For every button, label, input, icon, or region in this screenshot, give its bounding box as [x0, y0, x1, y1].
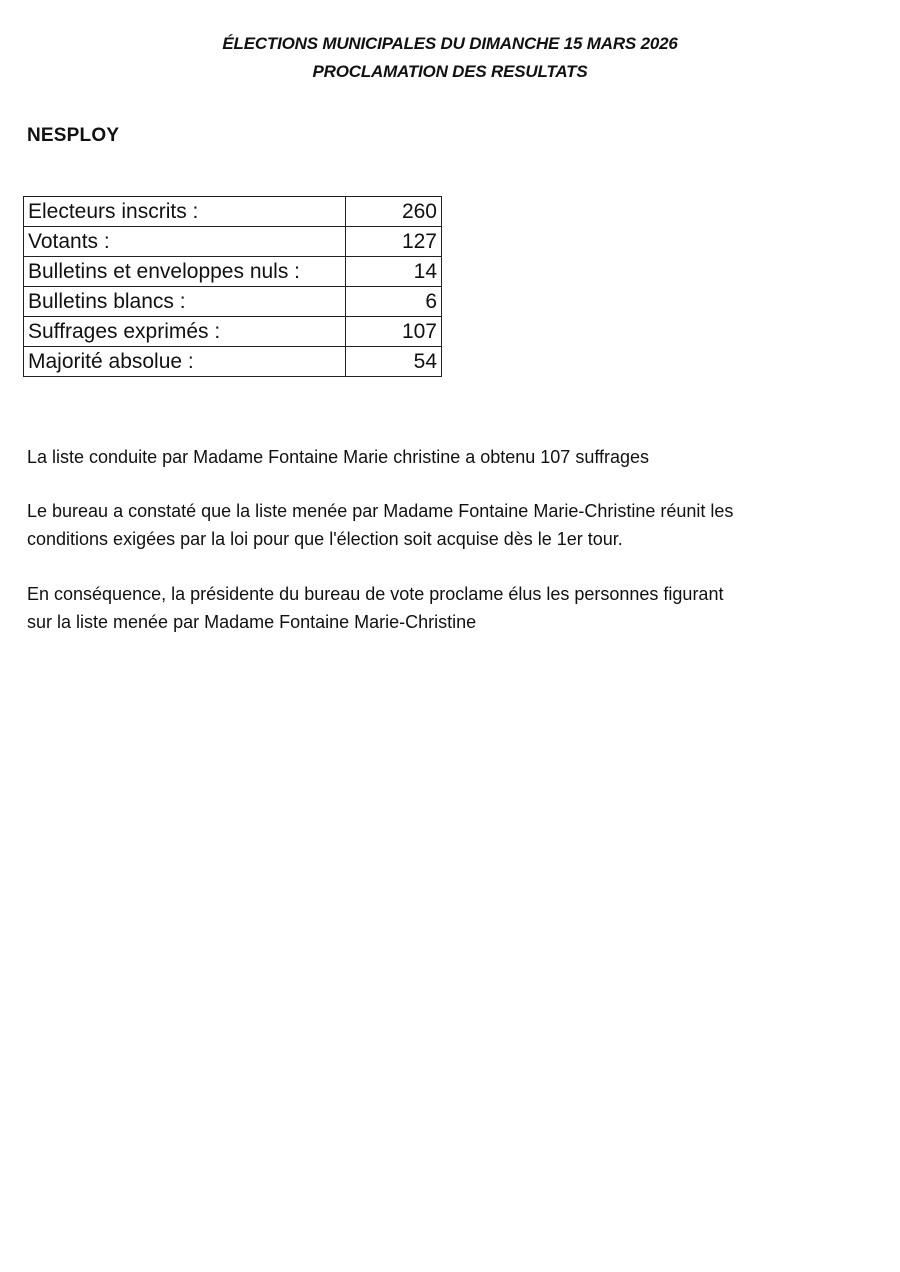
table-row [24, 287, 442, 317]
table-row [24, 317, 442, 347]
results-table [23, 196, 442, 377]
header-title: ÉLECTIONS MUNICIPALES DU DIMANCHE 15 MARS 2026 [222, 34, 678, 53]
row-label: Majorité absolue : [24, 347, 346, 377]
row-label: Electeurs inscrits : [24, 197, 346, 227]
bureau-text-line: conditions exigées par la loi pour que l'élection soit acquise dès le 1er tour. [27, 529, 623, 549]
row-value: 6 [346, 287, 442, 317]
row-label: Votants : [24, 227, 346, 257]
table-row [24, 257, 442, 287]
commune-name: NESPLOY [27, 125, 120, 146]
table-row [24, 347, 442, 377]
table-row [24, 197, 442, 227]
proclamation-text-line: En conséquence, la présidente du bureau de vote proclame élus les personnes figurant [27, 584, 724, 604]
table-row [24, 227, 442, 257]
document-header [0, 30, 900, 86]
list-result-paragraph [27, 443, 887, 471]
row-value: 107 [346, 317, 442, 347]
list-result-text: La liste conduite par Madame Fontaine Marie christine a obtenu 107 suffrages [27, 447, 650, 467]
row-label: Bulletins et enveloppes nuls : [24, 257, 346, 287]
bureau-text-line: Le bureau a constaté que la liste menée par Madame Fontaine Marie-Christine réunit les [27, 501, 734, 521]
proclamation-text-line: sur la liste menée par Madame Fontaine Marie-Christine [27, 612, 477, 632]
proclamation-paragraph [27, 580, 887, 636]
row-label: Bulletins blancs : [24, 287, 346, 317]
row-value: 260 [346, 197, 442, 227]
header-subtitle: PROCLAMATION DES RESULTATS [312, 62, 588, 81]
row-value: 14 [346, 257, 442, 287]
row-value: 127 [346, 227, 442, 257]
row-label: Suffrages exprimés : [24, 317, 346, 347]
row-value: 54 [346, 347, 442, 377]
bureau-paragraph [27, 497, 887, 553]
